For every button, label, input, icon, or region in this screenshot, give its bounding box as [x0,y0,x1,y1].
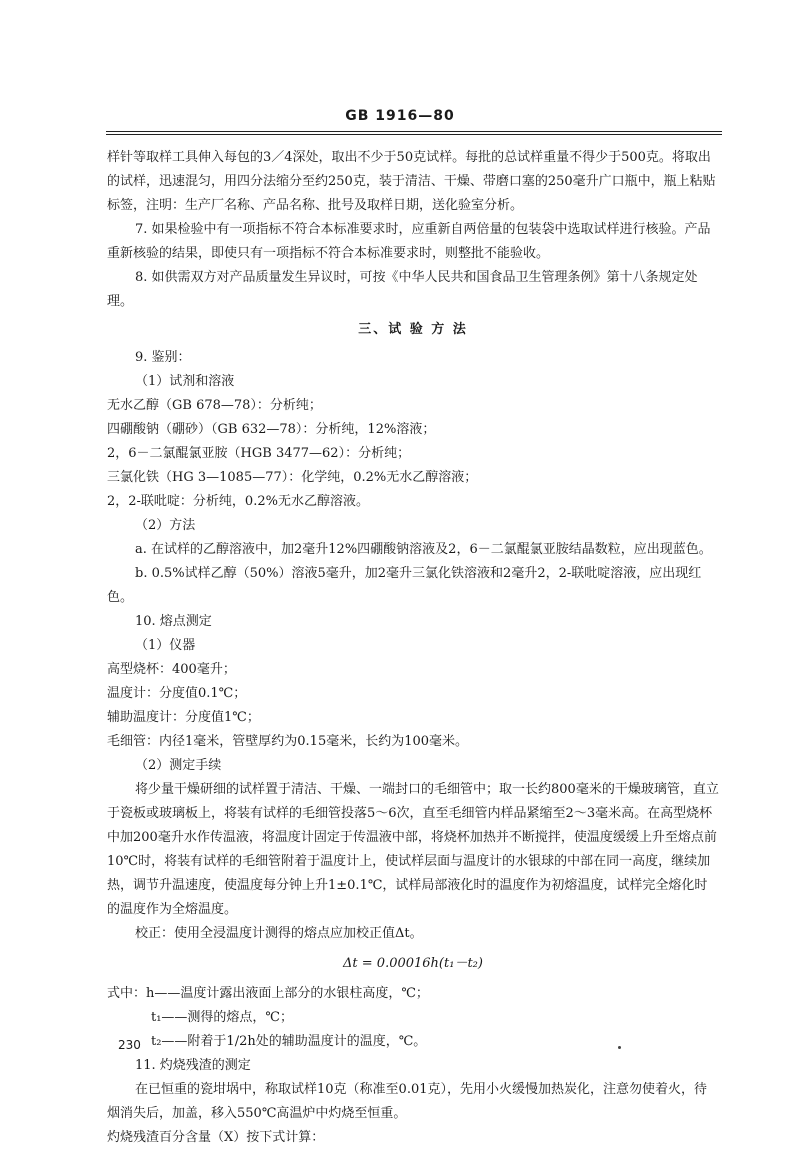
section-title: 三、试 验 方 法 [358,322,468,337]
instrument-line: 毛细管：内径1毫米，管壁厚约为0.15毫米，长约为100毫米。 [107,734,469,749]
instrument-line: 高型烧杯：400毫升； [107,662,236,677]
definition-h: 式中：h——温度计露出液面上部分的水银柱高度，℃； [107,986,429,1001]
clause-9: 9. 鉴别： [135,350,191,365]
clause-9-1: （1）试剂和溶液 [135,374,235,389]
clause-9-2: （2）方法 [135,518,196,533]
instrument-line: 温度计：分度值0.1℃； [107,686,247,701]
instrument-line: 辅助温度计：分度值1℃； [107,710,260,725]
header-rule [106,131,722,132]
method-a: a. 在试样的乙醇溶液中，加2毫升12%四硼酸钠溶液及2，6－二氯醌氯亚胺结晶数粒，应出现蓝色。 [135,542,712,557]
clause-10-1: （1）仪器 [135,638,196,653]
paragraph-sampling: 样针等取样工具伸入每包的3／4深处，取出不少于50克试样。每批的总试样重量不得少于500克。将取出的试样，迅速混匀，用四分法缩分至约250克，装于清洁、干燥、带磨口塞的250毫升广口瓶中，瓶上粘贴标签，注明：生产厂名称、产品名称、批号及取样日期，送化验室分析。 [107,150,716,213]
clause-11-formula-intro: 灼烧残渣百分含量（X）按下式计算： [107,1130,325,1145]
clause-10: 10. 熔点测定 [135,614,212,629]
scan-speck [618,1046,621,1049]
correction-line: 校正：使用全浸温度计测得的熔点应加校正值Δt。 [135,926,423,941]
clause-10-2: （2）测定手续 [135,758,222,773]
paragraph-7: 7. 如果检验中有一项指标不符合本标准要求时，应重新自两倍量的包装袋中选取试样进行核验。产品重新核验的结果，即使只有一项指标不符合本标准要求时，则整批不能验收。 [107,222,711,261]
reagent-line: 四硼酸钠（硼砂）（GB 632—78）：分析纯，12%溶液； [107,422,436,437]
method-b: b. 0.5%试样乙醇（50%）溶液5毫升，加2毫升三氯化铁溶液和2毫升2，2-联吡啶溶液，应出现红色。 [107,566,702,605]
page-number: 230 [118,1038,141,1052]
clause-11: 11. 灼烧残渣的测定 [135,1058,251,1073]
definition-t2: t₂——附着于1/2h处的辅助温度计的温度，℃。 [151,1034,427,1049]
reagent-line: 三氯化铁（HG 3—1085—77）：化学纯，0.2%无水乙醇溶液； [107,470,478,485]
header-rule-thin [106,134,722,135]
reagent-line: 2，2-联吡啶：分析纯，0.2%无水乙醇溶液。 [107,494,369,509]
clause-11-paragraph: 在已恒重的瓷坩埚中，称取试样10克（称准至0.01克），先用小火缓慢加热炭化，注意勿使着火，待烟消失后，加盖，移入550℃高温炉中灼烧至恒重。 [107,1082,707,1121]
correction-formula: Δt = 0.00016h(t₁－t₂) [343,956,483,971]
standard-number-header: GB 1916—80 [345,108,455,124]
procedure-paragraph: 将少量干燥研细的试样置于清洁、干燥、一端封口的毛细管中；取一长约800毫米的干燥玻璃管，直立于瓷板或玻璃板上，将装有试样的毛细管投落5～6次，直至毛细管内样品紧缩至2～3毫米高。在高型烧杯中加200毫升水作传温液，将温度计固定于传温液中部，将烧杯加热并不断搅拌，使温度缓缓上升至熔点前10℃时，将装有试样的毛细管附着于温度计上，使试样层面与温度计的水银球的中部在同一高度，继续加热，调节升温速度，使温度每分钟上升1±0.1℃，试样局部液化时的温度作为初熔温度，试样完全熔化时的温度作为全熔温度。 [107,782,719,917]
reagent-line: 无水乙醇（GB 678—78）：分析纯； [107,398,322,413]
paragraph-8: 8. 如供需双方对产品质量发生异议时，可按《中华人民共和国食品卫生管理条例》第十八条规定处理。 [107,270,698,309]
definition-t1: t₁——测得的熔点，℃； [151,1010,293,1025]
reagent-line: 2，6－二氯醌氯亚胺（HGB 3477—62）：分析纯； [107,446,411,461]
body-text [107,146,719,1150]
